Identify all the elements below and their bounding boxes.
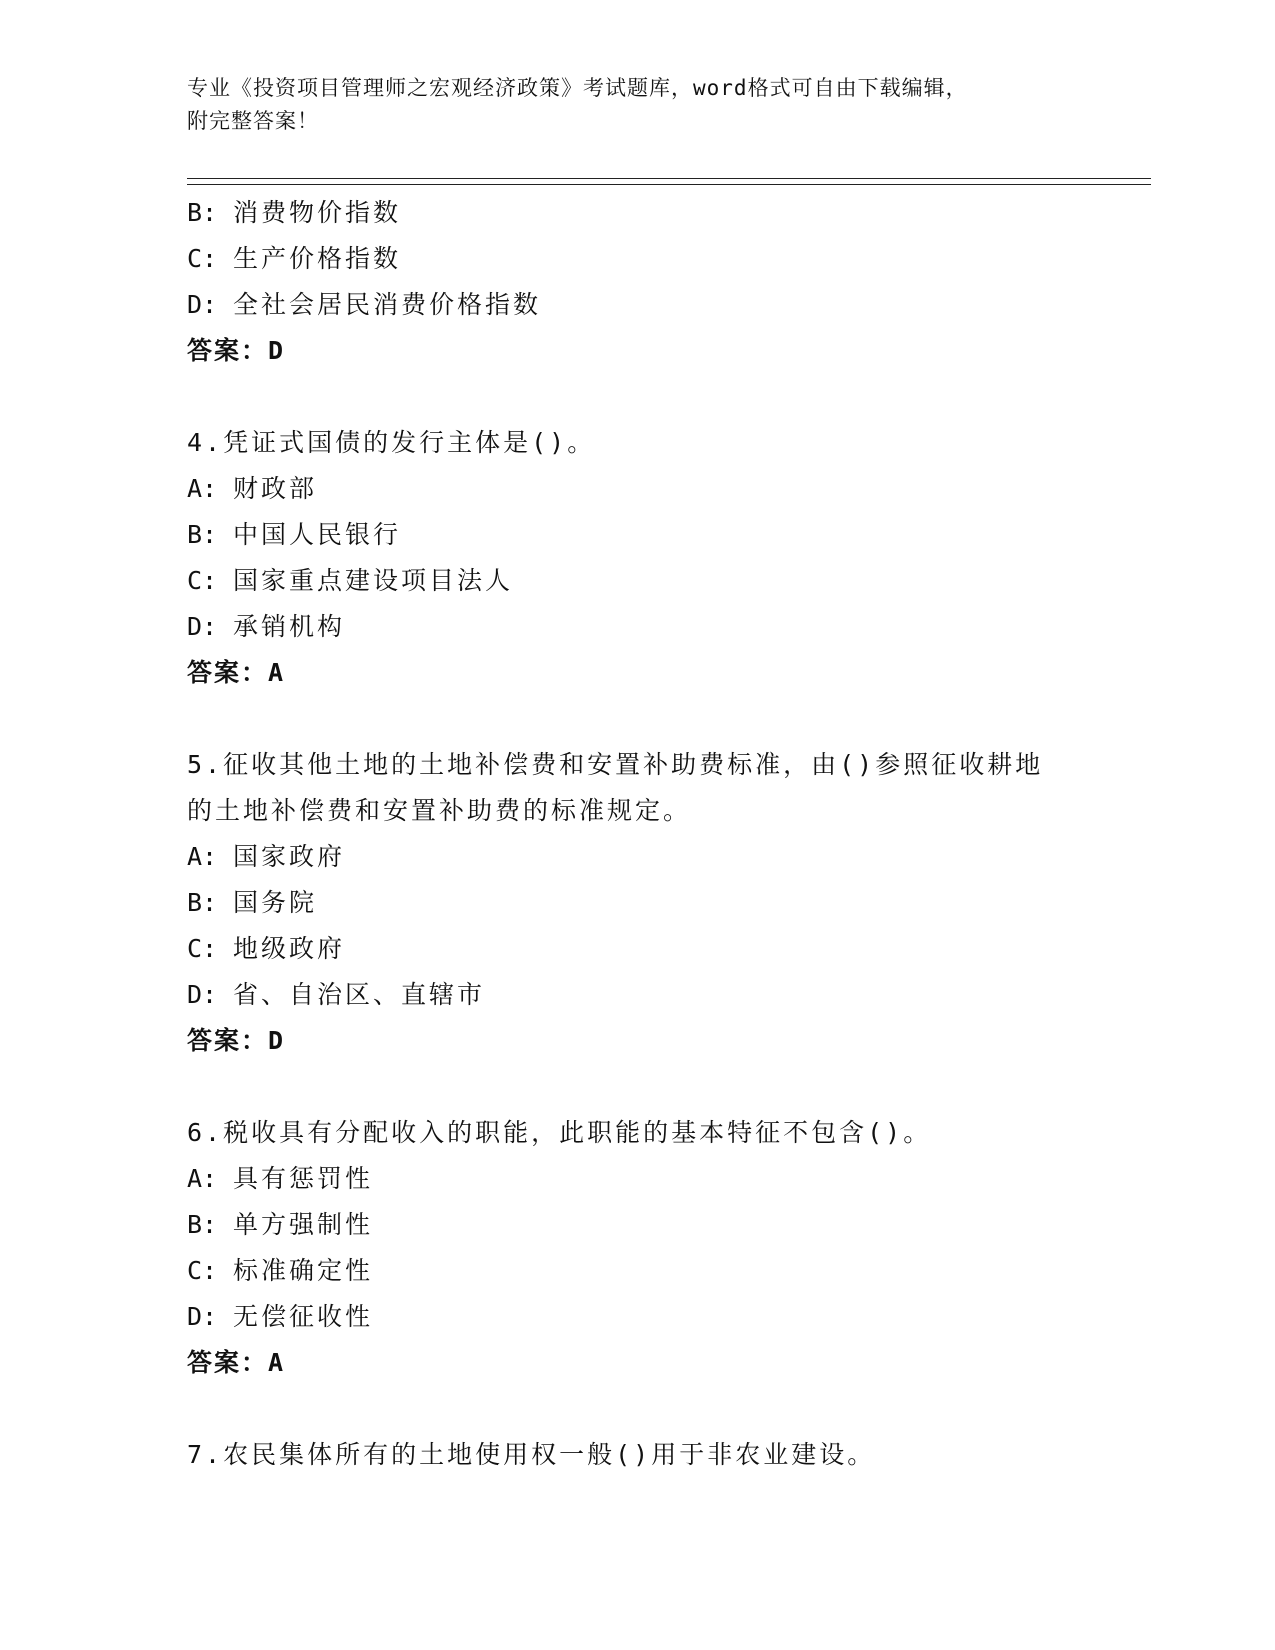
option-a: A: 国家政府 bbox=[187, 842, 346, 871]
option-c: C: 生产价格指数 bbox=[187, 244, 402, 273]
answer: 答案：D bbox=[187, 336, 286, 365]
option-c: C: 标准确定性 bbox=[187, 1256, 374, 1285]
question-4 bbox=[187, 420, 1087, 696]
header-divider bbox=[187, 178, 1151, 185]
header-line-2: 附完整答案！ bbox=[187, 109, 319, 133]
header-line-1: 专业《投资项目管理师之宏观经济政策》考试题库，word格式可自由下载编辑， bbox=[187, 76, 968, 100]
option-c: C: 地级政府 bbox=[187, 934, 346, 963]
question-stem: 4.凭证式国债的发行主体是()。 bbox=[187, 428, 596, 457]
question-stem: 6.税收具有分配收入的职能，此职能的基本特征不包含()。 bbox=[187, 1118, 932, 1147]
question-7 bbox=[187, 1432, 1087, 1478]
option-c: C: 国家重点建设项目法人 bbox=[187, 566, 514, 595]
option-b: B: 单方强制性 bbox=[187, 1210, 374, 1239]
answer: 答案：D bbox=[187, 1026, 286, 1055]
question-5 bbox=[187, 742, 1087, 1064]
option-d: D: 承销机构 bbox=[187, 612, 346, 641]
option-d: D: 省、自治区、直辖市 bbox=[187, 980, 486, 1009]
option-b: B: 中国人民银行 bbox=[187, 520, 402, 549]
answer: 答案：A bbox=[187, 1348, 286, 1377]
option-d: D: 全社会居民消费价格指数 bbox=[187, 290, 542, 319]
option-b: B: 消费物价指数 bbox=[187, 198, 402, 227]
question-stem-line-2: 的土地补偿费和安置补助费的标准规定。 bbox=[187, 796, 692, 825]
question-list bbox=[187, 190, 1087, 1478]
option-a: A: 具有惩罚性 bbox=[187, 1164, 374, 1193]
option-b: B: 国务院 bbox=[187, 888, 318, 917]
question-3 bbox=[187, 190, 1087, 374]
question-stem-line-1: 5.征收其他土地的土地补偿费和安置补助费标准，由()参照征收耕地 bbox=[187, 750, 1044, 779]
answer: 答案：A bbox=[187, 658, 286, 687]
option-a: A: 财政部 bbox=[187, 474, 318, 503]
question-stem: 7.农民集体所有的土地使用权一般()用于非农业建设。 bbox=[187, 1440, 876, 1469]
question-6 bbox=[187, 1110, 1087, 1386]
page-header bbox=[187, 72, 1087, 138]
option-d: D: 无偿征收性 bbox=[187, 1302, 374, 1331]
